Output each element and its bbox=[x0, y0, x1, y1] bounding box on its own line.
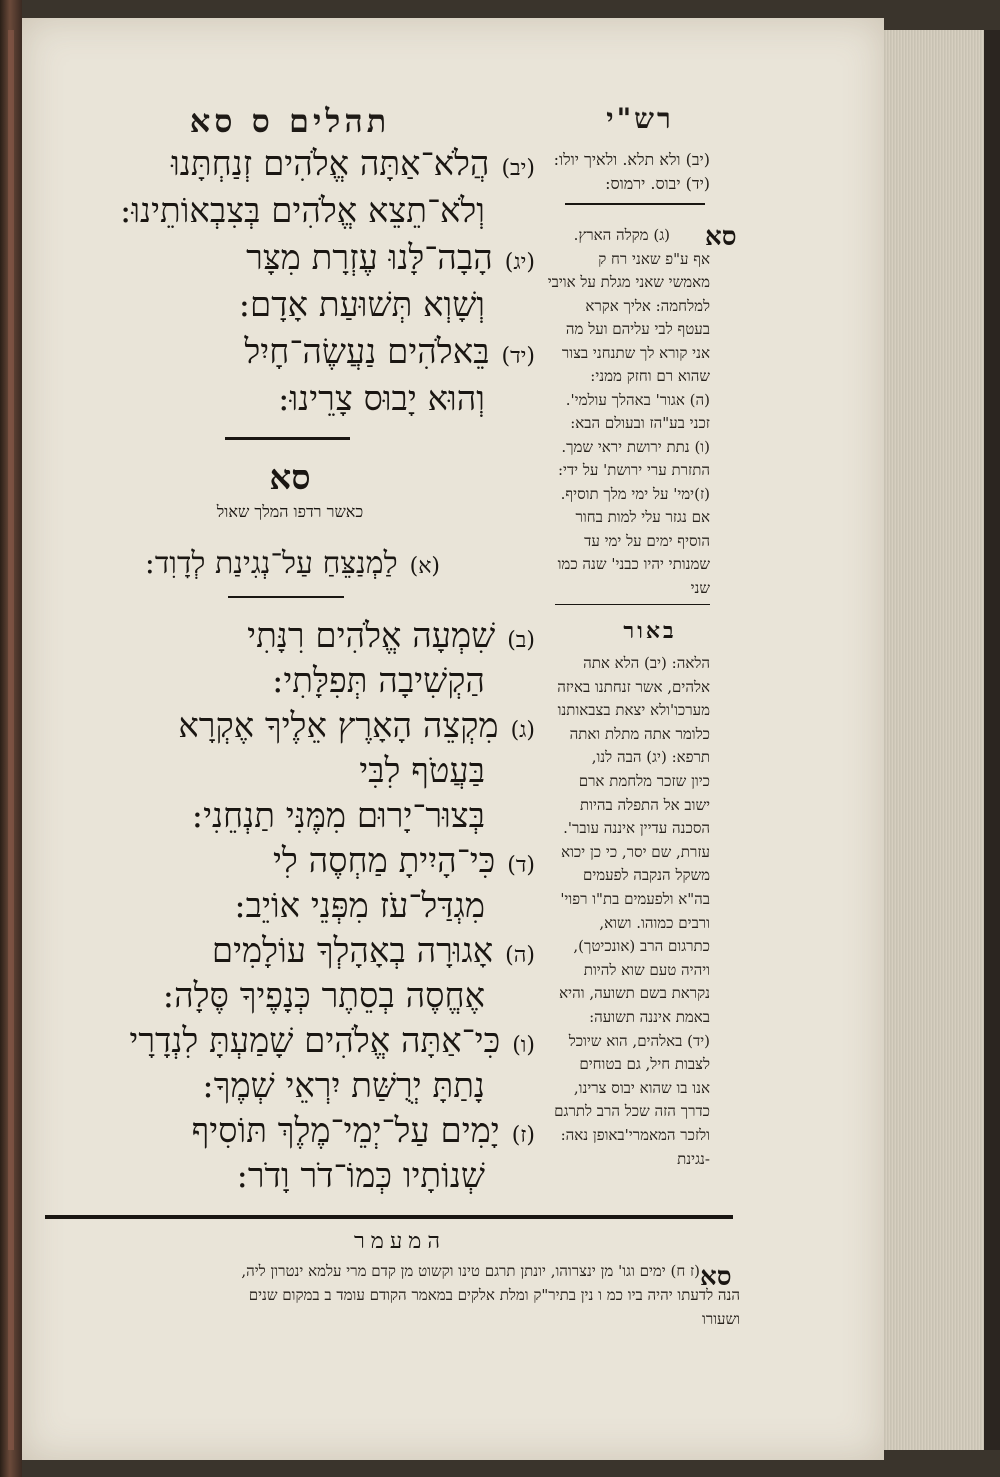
divider-rule-2 bbox=[228, 596, 344, 598]
commentary-line: (ג) מקלה הארץ. bbox=[573, 226, 670, 244]
verse-text: לַמְנַצֵּחַ עַל־נְגִינַת לְדָוִד: bbox=[144, 546, 398, 581]
verse-line bbox=[236, 1154, 485, 1198]
verse-number: (ד) bbox=[507, 853, 535, 878]
verse-line bbox=[244, 330, 535, 379]
commentary-line: מאמשי שאני מגלת על אויבי bbox=[547, 273, 710, 291]
commentary-line: שהוא רם וחזק ממני: bbox=[590, 367, 710, 385]
verse-text: הֲלֹא־אַתָּה אֱלֹהִים זְנַחְתָּנוּ bbox=[171, 144, 490, 184]
verse-text: כִּי־הָיִיתָ מַחְסֶה לִי bbox=[272, 841, 496, 881]
commentary-line: ושעורו bbox=[702, 1310, 740, 1328]
commentary-line: תרפא: (יג) הבה לנו, bbox=[591, 748, 710, 767]
commentary-line: בעטף לבי עליהם ועל מה bbox=[565, 320, 710, 338]
commentary-line: (יד) באלהים, הוא שיוכל bbox=[568, 1031, 710, 1050]
verse-line bbox=[239, 283, 485, 327]
verse-text: שְׁנוֹתָיו כְּמוֹ־דֹר וָדֹר: bbox=[236, 1156, 485, 1196]
verse-text: מִקְצֵה הָאָרֶץ אֵלֶיךָ אֶקְרָא bbox=[178, 706, 499, 746]
verse-line bbox=[120, 189, 485, 233]
commentary-line: אני קורא לך שתנחני בצור bbox=[561, 343, 710, 362]
commentary-line: (ו) נתת ירושת יראי שמך. bbox=[561, 437, 710, 456]
verse-text: הַקְשִׁיבָה תְּפִלָּתִי: bbox=[271, 661, 485, 701]
commentary-line: אם נגזר עלי למות בחור bbox=[575, 508, 710, 526]
verse-text: וְהוּא יָבוּס צָרֵינוּ: bbox=[278, 379, 485, 419]
biur-header: באור bbox=[623, 618, 677, 644]
verse-number: (ב) bbox=[507, 628, 535, 653]
verse-text: בְּצוּר־יָרוּם מִמֶּנִּי תַנְחֵנִי: bbox=[191, 796, 485, 836]
verse-number: (ז) bbox=[511, 1123, 535, 1148]
page-stack-edges bbox=[884, 30, 984, 1450]
book-cover-edge bbox=[984, 30, 1000, 1450]
rashi-divider bbox=[565, 203, 705, 205]
verse-number: (ה) bbox=[505, 943, 535, 968]
verse-text: יָמִים עַל־יְמֵי־מֶלֶךְ תּוֹסִיף bbox=[191, 1111, 500, 1151]
verse-text: אָגוּרָה בְאָהָלְךָ עוֹלָמִים bbox=[211, 931, 494, 971]
commentary-line: ישוב אל התפלה בהיות bbox=[580, 795, 710, 814]
verse-number: (יד) bbox=[501, 344, 535, 369]
commentary-line: שמנותי יהיו כבני' שנה כמו bbox=[557, 555, 710, 573]
rashi-psalm-label: סא bbox=[705, 222, 737, 252]
verse-line bbox=[359, 749, 485, 793]
commentary-line: לצבות חיל, גם בטוחים bbox=[579, 1055, 710, 1074]
verse-text: הָבָה־לָּנוּ עֶזְרָת מִצָּר bbox=[246, 238, 493, 278]
commentary-line: משקל הנקבה לפעמים bbox=[582, 866, 710, 885]
rashi-biur-divider bbox=[555, 604, 710, 605]
rashi-header: רש"י bbox=[606, 102, 674, 135]
verse-line bbox=[246, 236, 535, 285]
commentary-line: בה"א ולפעמים בת"ו רפוי' bbox=[560, 890, 710, 908]
verse-text: מִגְדַּל־עֹז מִפְּנֵי אוֹיֵב: bbox=[234, 886, 485, 926]
commentary-line: כלומר אתה מתלת ואתה bbox=[569, 724, 710, 743]
commentary-line: -נגינת bbox=[677, 1149, 710, 1168]
divider-rule-1 bbox=[225, 437, 350, 440]
commentary-line: (ה) אגור' באהלך עולמי'. bbox=[565, 390, 710, 409]
verse-text: נָתַתָּ יְרֻשַּׁת יִרְאֵי שְׁמֶךָ: bbox=[202, 1066, 485, 1106]
commentary-line: עזרת, שם יסר, כי כן יכוא bbox=[561, 842, 710, 861]
verse-text: וְלֹא־תֵצֵא אֱלֹהִים בְּצִבְאוֹתֵינוּ: bbox=[119, 191, 485, 231]
commentary-line: התזרת ערי ירושת' על ידי: bbox=[557, 461, 710, 479]
running-header: תהלים ס סא bbox=[189, 102, 391, 140]
commentary-line: (ז)ימי' על ימי מלך תוסיף. bbox=[560, 484, 710, 503]
verse-number: (א) bbox=[409, 554, 440, 579]
commentary-line: (יד) יבוס. ירמוס: bbox=[605, 174, 710, 193]
commentary-line: אלהים, אשר זנחתנו באיזה bbox=[557, 677, 710, 696]
commentary-line: מערכו'ולא יצאת בצבאותנו bbox=[557, 701, 710, 720]
verse-text: בַּעֲטֹף לִבִּי bbox=[359, 751, 485, 791]
verse-line bbox=[202, 1064, 485, 1108]
commentary-line: שני bbox=[690, 578, 710, 597]
commentary-line: ורבים כמוהו. ושוא, bbox=[599, 913, 710, 932]
commentary-line: ויהיה טעם שוא להיות bbox=[583, 960, 710, 979]
binding-edge bbox=[8, 30, 14, 1450]
verse-line bbox=[192, 794, 485, 838]
verse-line bbox=[273, 839, 535, 888]
verse-line bbox=[212, 929, 535, 978]
hameamar-psalm-label: סא bbox=[700, 1262, 732, 1292]
commentary-line: ולזכר המאמרי'באופן נאה: bbox=[560, 1126, 710, 1144]
commentary-line: הלאה: (יב) הלא אתה bbox=[583, 654, 710, 672]
commentary-line: (ז ח) ימים וגו' מן ינצרוהו, יונתן תרגם טינו וקשוט מן קדם מרי עלמא ינטרון ליה, bbox=[241, 1262, 700, 1280]
verse-line bbox=[178, 704, 535, 753]
verse-text: בֵּאלֹהִים נַעֲשֶׂה־חָיִל bbox=[244, 332, 490, 372]
verse-line bbox=[163, 974, 485, 1018]
verse-line bbox=[192, 1109, 535, 1158]
verse-number: (יג) bbox=[504, 250, 535, 275]
commentary-line: באמת איננה תשועה: bbox=[589, 1008, 710, 1026]
verse-line bbox=[129, 1019, 535, 1068]
commentary-line: (יב) ולא תלא. ולאיך יולו: bbox=[553, 150, 710, 169]
verse-line bbox=[171, 142, 535, 191]
verse-number: (ו) bbox=[512, 1033, 535, 1058]
verse-number: (ג) bbox=[510, 718, 535, 743]
commentary-line: למלחמה: אליך אקרא bbox=[585, 296, 710, 315]
verse-text: וְשָׁוְא תְּשׁוּעַת אָדָם: bbox=[238, 285, 485, 325]
verse-line bbox=[272, 659, 485, 703]
commentary-line: אף ע"פ שאני רח ק bbox=[598, 249, 710, 268]
commentary-line: כדרך הזה שכל הרב לתרגם bbox=[554, 1102, 710, 1121]
commentary-line: הנה לדעתו יהיה ביו כמ ו נין בתיר"ק ומלת אלקים במאמר הקודם עומד ב במקום שנים bbox=[248, 1286, 740, 1304]
commentary-line: נקראת בשם תשועה, והיא bbox=[559, 984, 710, 1003]
verse-text: אֶחֱסֶה בְסֵתֶר כְּנָפֶיךָ סֶּלָה: bbox=[162, 976, 485, 1016]
verse-line bbox=[278, 377, 485, 421]
commentary-line: כתרגום הרב (אונכיטך), bbox=[573, 937, 710, 956]
verse-text: כִּי־אַתָּה אֱלֹהִים שָׁמַעְתָּ לִנְדָרָי bbox=[129, 1021, 501, 1061]
commentary-line: אנו בו שהוא יבוס צרינו, bbox=[573, 1078, 710, 1097]
psalm-61-verse-1 bbox=[145, 542, 440, 589]
verse-line bbox=[234, 884, 485, 928]
hameamar-header: המעמר bbox=[354, 1229, 446, 1254]
commentary-line: הוסיף ימים על ימי עד bbox=[584, 531, 710, 550]
verse-number: (יב) bbox=[501, 156, 535, 181]
verse-line bbox=[247, 614, 535, 663]
commentary-line: הסכנה עדיין איננה עובר'. bbox=[563, 819, 710, 838]
bottom-rule bbox=[45, 1215, 733, 1219]
superscription: כאשר רדפו המלך שאול bbox=[216, 502, 364, 521]
psalm-number: סא bbox=[269, 458, 311, 498]
commentary-line: זכני בע"הז ובעולם הבא: bbox=[570, 414, 710, 432]
verse-text: שִׁמְעָה אֱלֹהִים רִנָּתִי bbox=[247, 616, 496, 656]
commentary-line: כיון שזכר מלחמת ארם bbox=[578, 772, 710, 790]
